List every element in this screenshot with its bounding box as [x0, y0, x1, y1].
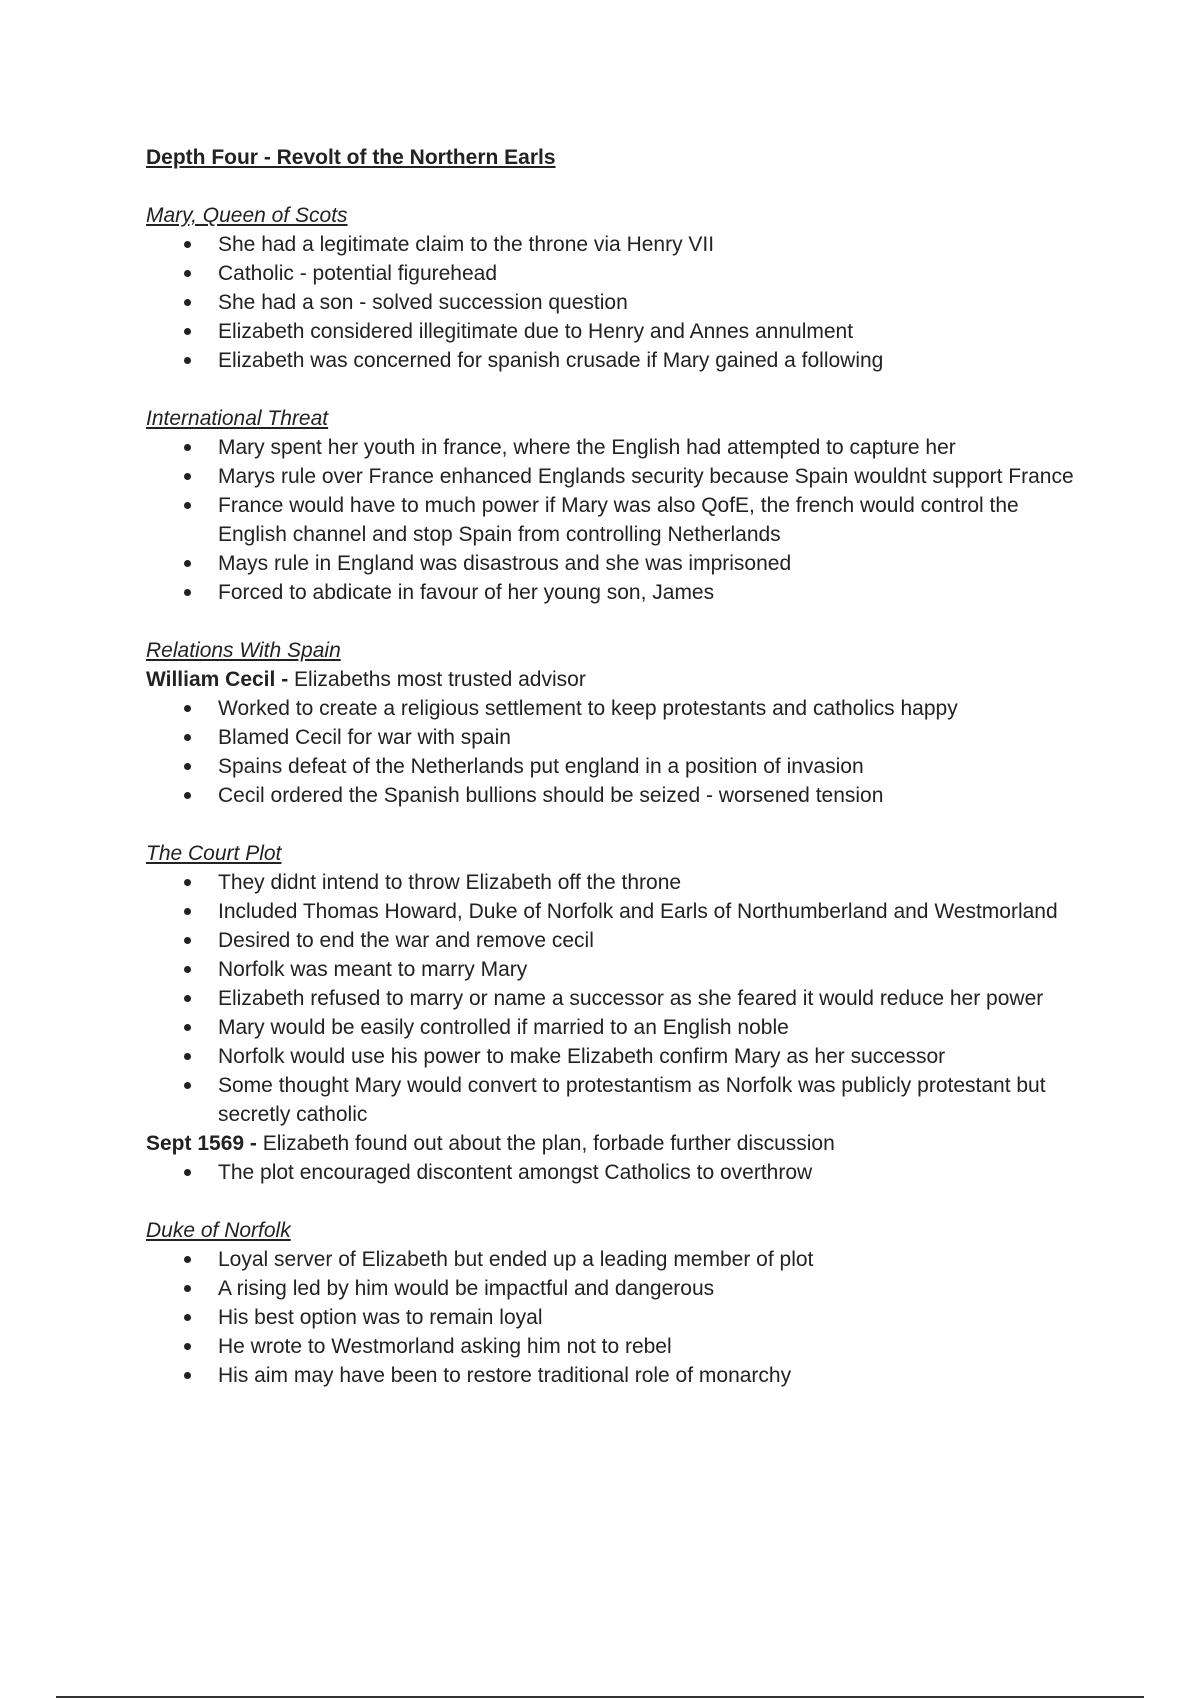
key-figure-note	[146, 665, 1086, 694]
bullet-item: France would have to much power if Mary was also QofE, the french would control the English channel and stop Spain from controlling Netherlands	[218, 491, 1086, 549]
bullet-item: Loyal server of Elizabeth but ended up a leading member of plot	[218, 1245, 1086, 1274]
bullet-item: Elizabeth was concerned for spanish crusade if Mary gained a following	[218, 346, 1086, 375]
note-label: Sept 1569 -	[146, 1132, 257, 1155]
section-heading: The Court Plot	[146, 842, 282, 865]
section-mary-queen-of-scots	[146, 201, 1086, 375]
bullet-item: Desired to end the war and remove cecil	[218, 926, 1086, 955]
bullet-list	[146, 433, 1086, 607]
bullet-list	[146, 1245, 1086, 1390]
bullet-item: Blamed Cecil for war with spain	[218, 723, 1086, 752]
bullet-item: His best option was to remain loyal	[218, 1303, 1086, 1332]
section-heading: Relations With Spain	[146, 639, 341, 662]
bullet-item: She had a legitimate claim to the throne via Henry VII	[218, 230, 1086, 259]
bullet-item: She had a son - solved succession question	[218, 288, 1086, 317]
bullet-item: Norfolk would use his power to make Elizabeth confirm Mary as her successor	[218, 1042, 1086, 1071]
bullet-item: Elizabeth refused to marry or name a successor as she feared it would reduce her power	[218, 984, 1086, 1013]
bullet-item: Forced to abdicate in favour of her young son, James	[218, 578, 1086, 607]
bullet-item: Elizabeth considered illegitimate due to Henry and Annes annulment	[218, 317, 1086, 346]
bullet-item: He wrote to Westmorland asking him not to rebel	[218, 1332, 1086, 1361]
bullet-item: They didnt intend to throw Elizabeth off the throne	[218, 868, 1086, 897]
document-title: Depth Four - Revolt of the Northern Earls	[146, 146, 556, 169]
bullet-list	[146, 868, 1086, 1129]
bullet-item: Included Thomas Howard, Duke of Norfolk and Earls of Northumberland and Westmorland	[218, 897, 1086, 926]
bullet-item: Mary spent her youth in france, where the English had attempted to capture her	[218, 433, 1086, 462]
section-international-threat	[146, 404, 1086, 607]
page-bottom-rule	[56, 1696, 1144, 1698]
note-text: Elizabeths most trusted advisor	[294, 668, 586, 691]
bullet-item: Mays rule in England was disastrous and she was imprisoned	[218, 549, 1086, 578]
section-the-court-plot	[146, 839, 1086, 1187]
bullet-list	[146, 1158, 1086, 1187]
bullet-item: Mary would be easily controlled if married to an English noble	[218, 1013, 1086, 1042]
bullet-item: Worked to create a religious settlement to keep protestants and catholics happy	[218, 694, 1086, 723]
bullet-item: The plot encouraged discontent amongst Catholics to overthrow	[218, 1158, 1086, 1187]
bullet-item: Cecil ordered the Spanish bullions should be seized - worsened tension	[218, 781, 1086, 810]
section-duke-of-norfolk	[146, 1216, 1086, 1390]
bullet-item: His aim may have been to restore traditional role of monarchy	[218, 1361, 1086, 1390]
bullet-item: Norfolk was meant to marry Mary	[218, 955, 1086, 984]
note-text: Elizabeth found out about the plan, forbade further discussion	[262, 1132, 835, 1155]
date-note	[146, 1129, 1086, 1158]
bullet-item: Spains defeat of the Netherlands put england in a position of invasion	[218, 752, 1086, 781]
section-heading: International Threat	[146, 407, 329, 430]
note-label: William Cecil -	[146, 668, 289, 691]
document-page	[146, 143, 1086, 1419]
bullet-item: Marys rule over France enhanced Englands security because Spain wouldnt support France	[218, 462, 1086, 491]
bullet-list	[146, 694, 1086, 810]
section-heading: Mary, Queen of Scots	[146, 204, 348, 227]
section-heading: Duke of Norfolk	[146, 1219, 291, 1242]
bullet-list	[146, 230, 1086, 375]
bullet-item: Catholic - potential figurehead	[218, 259, 1086, 288]
section-relations-with-spain	[146, 636, 1086, 810]
bullet-item: Some thought Mary would convert to protestantism as Norfolk was publicly protestant but secretly catholic	[218, 1071, 1086, 1129]
bullet-item: A rising led by him would be impactful and dangerous	[218, 1274, 1086, 1303]
